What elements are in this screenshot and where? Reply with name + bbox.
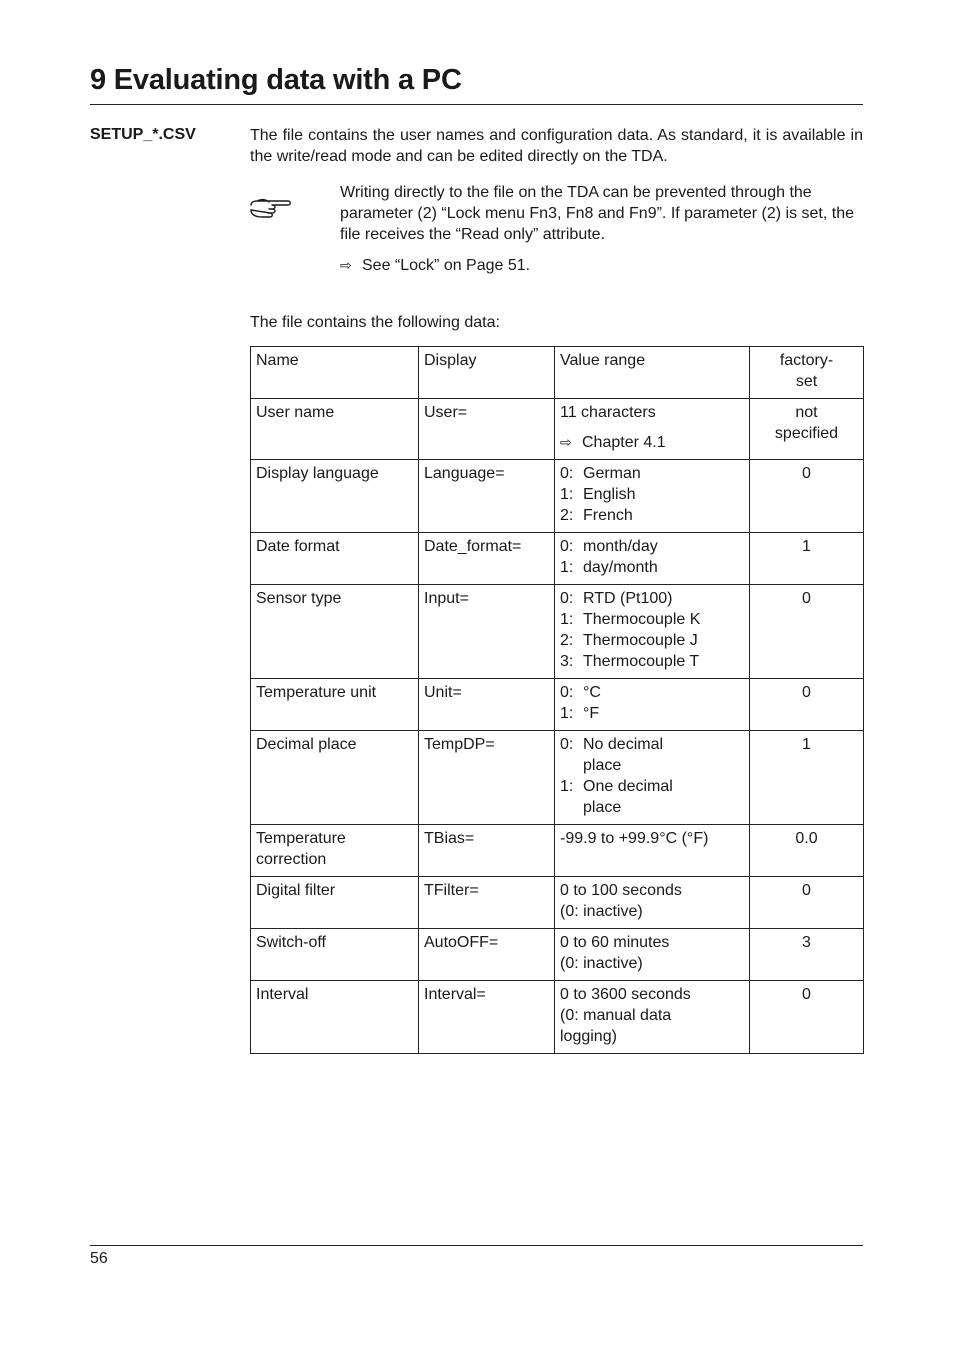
table-row — [251, 460, 864, 533]
option-text: One decimal place — [583, 778, 673, 816]
option-text: English — [583, 486, 636, 503]
table-row — [251, 929, 864, 981]
option-text: °F — [583, 705, 600, 722]
display-cell: Interval= — [419, 981, 555, 1054]
value-range-line — [560, 588, 744, 609]
display-cell: Date_format= — [419, 533, 555, 585]
option-text: No decimal place — [583, 736, 664, 774]
chapter-crossref-text: Chapter 4.1 — [582, 434, 666, 451]
note-text: Writing directly to the file on the TDA can be prevented through the parameter (2) “Lock menu Fn3, Fn8 and Fn9”. If parameter (2) is set, the file receives the “Read only” attribute. — [340, 184, 854, 243]
option-text: 0 to 3600 seconds (0: manual data logging) — [560, 986, 691, 1045]
value-range-line — [560, 505, 744, 526]
name-cell: Interval — [251, 981, 419, 1054]
value-range-line — [560, 536, 744, 557]
factory-setting-cell: 0 — [750, 877, 864, 929]
table-row — [251, 877, 864, 929]
factory-setting-cell: not specified — [750, 399, 864, 460]
option-number: 1: — [560, 705, 574, 722]
option-text: RTD (Pt100) — [583, 590, 673, 607]
setup-data-table — [250, 346, 864, 1054]
option-number: 0: — [560, 465, 574, 482]
table-row — [251, 825, 864, 877]
footer-rule — [90, 1245, 863, 1246]
value-range-cell — [555, 877, 750, 929]
option-text: Thermocouple T — [583, 653, 700, 670]
intro-paragraph: The file contains the user names and configuration data. As standard, it is available in the write/read mode and can be edited directly on the TDA. — [250, 127, 863, 165]
factory-setting-cell: 0.0 — [750, 825, 864, 877]
value-range-line — [560, 402, 744, 423]
option-number: 1: — [560, 778, 574, 795]
table-row — [251, 731, 864, 825]
header-cell: Value range — [555, 347, 750, 399]
value-range-cell — [555, 981, 750, 1054]
header-cell: Name — [251, 347, 419, 399]
value-range-line — [560, 609, 744, 630]
value-range-line — [560, 651, 744, 672]
value-range-cell — [555, 929, 750, 981]
value-range-cell — [555, 460, 750, 533]
value-range-line — [560, 463, 744, 484]
table-row — [251, 533, 864, 585]
table-row — [251, 399, 864, 460]
option-number: 2: — [560, 507, 574, 524]
display-cell: AutoOFF= — [419, 929, 555, 981]
value-range-line — [560, 932, 744, 974]
arrow-right-icon: ⇨ — [340, 257, 352, 273]
value-range-cell — [555, 533, 750, 585]
value-range-line — [560, 557, 744, 578]
name-cell: Temperature correction — [251, 825, 419, 877]
name-cell: Date format — [251, 533, 419, 585]
value-range-line — [560, 703, 744, 724]
option-text: 0 to 100 seconds (0: inactive) — [560, 882, 682, 920]
header-cell: factory- set — [750, 347, 864, 399]
display-cell: TempDP= — [419, 731, 555, 825]
factory-setting-cell: 0 — [750, 460, 864, 533]
chapter-title: 9 Evaluating data with a PC — [90, 64, 462, 96]
value-range-cell — [555, 731, 750, 825]
option-number: 0: — [560, 538, 574, 555]
crossref-link[interactable] — [340, 255, 530, 276]
display-cell: TBias= — [419, 825, 555, 877]
option-number: 0: — [560, 684, 574, 701]
option-text: Thermocouple K — [583, 611, 701, 628]
factory-setting-cell: 0 — [750, 585, 864, 679]
factory-setting-cell: 0 — [750, 981, 864, 1054]
section-label: SETUP_*.CSV — [90, 126, 196, 143]
display-cell: Unit= — [419, 679, 555, 731]
factory-setting-cell: 1 — [750, 533, 864, 585]
value-range-line — [560, 880, 744, 922]
table-row — [251, 981, 864, 1054]
value-range-cell — [555, 585, 750, 679]
arrow-right-icon: ⇨ — [560, 434, 572, 450]
option-text: French — [583, 507, 633, 524]
option-number: 0: — [560, 590, 574, 607]
option-text: month/day — [583, 538, 658, 555]
value-range-cell — [555, 679, 750, 731]
option-number: 0: — [560, 736, 574, 753]
display-cell: Input= — [419, 585, 555, 679]
value-range-cell — [555, 825, 750, 877]
value-range-line — [560, 630, 744, 651]
name-cell: Sensor type — [251, 585, 419, 679]
option-text: day/month — [583, 559, 658, 576]
value-range-cell — [555, 399, 750, 460]
value-range-line — [560, 682, 744, 703]
table-header-row — [251, 347, 864, 399]
header-rule — [90, 104, 863, 105]
chapter-crossref[interactable] — [560, 432, 744, 453]
option-number: 1: — [560, 611, 574, 628]
factory-setting-cell: 0 — [750, 679, 864, 731]
name-cell: Digital filter — [251, 877, 419, 929]
pointing-hand-icon — [248, 194, 294, 224]
option-text: 0 to 60 minutes (0: inactive) — [560, 934, 670, 972]
display-cell: Language= — [419, 460, 555, 533]
page-number: 56 — [90, 1250, 108, 1267]
display-cell: User= — [419, 399, 555, 460]
crossref-text: See “Lock” on Page 51. — [362, 257, 531, 274]
option-number: 3: — [560, 653, 574, 670]
value-range-line — [560, 828, 744, 849]
table-intro: The file contains the following data: — [250, 314, 500, 331]
table-row — [251, 679, 864, 731]
name-cell: User name — [251, 399, 419, 460]
factory-setting-cell: 1 — [750, 731, 864, 825]
option-number: 1: — [560, 559, 574, 576]
name-cell: Switch-off — [251, 929, 419, 981]
option-text: 11 characters — [560, 404, 656, 421]
option-number: 2: — [560, 632, 574, 649]
name-cell: Decimal place — [251, 731, 419, 825]
value-range-line — [560, 484, 744, 505]
option-number: 1: — [560, 486, 574, 503]
value-range-line — [560, 984, 744, 1047]
value-range-line — [560, 734, 744, 776]
header-cell: Display — [419, 347, 555, 399]
display-cell: TFilter= — [419, 877, 555, 929]
option-text: Thermocouple J — [583, 632, 698, 649]
option-text: -99.9 to +99.9°C (°F) — [560, 830, 709, 847]
option-text: German — [583, 465, 641, 482]
option-text: °C — [583, 684, 601, 701]
table-row — [251, 585, 864, 679]
factory-setting-cell: 3 — [750, 929, 864, 981]
name-cell: Display language — [251, 460, 419, 533]
name-cell: Temperature unit — [251, 679, 419, 731]
value-range-line — [560, 776, 744, 818]
